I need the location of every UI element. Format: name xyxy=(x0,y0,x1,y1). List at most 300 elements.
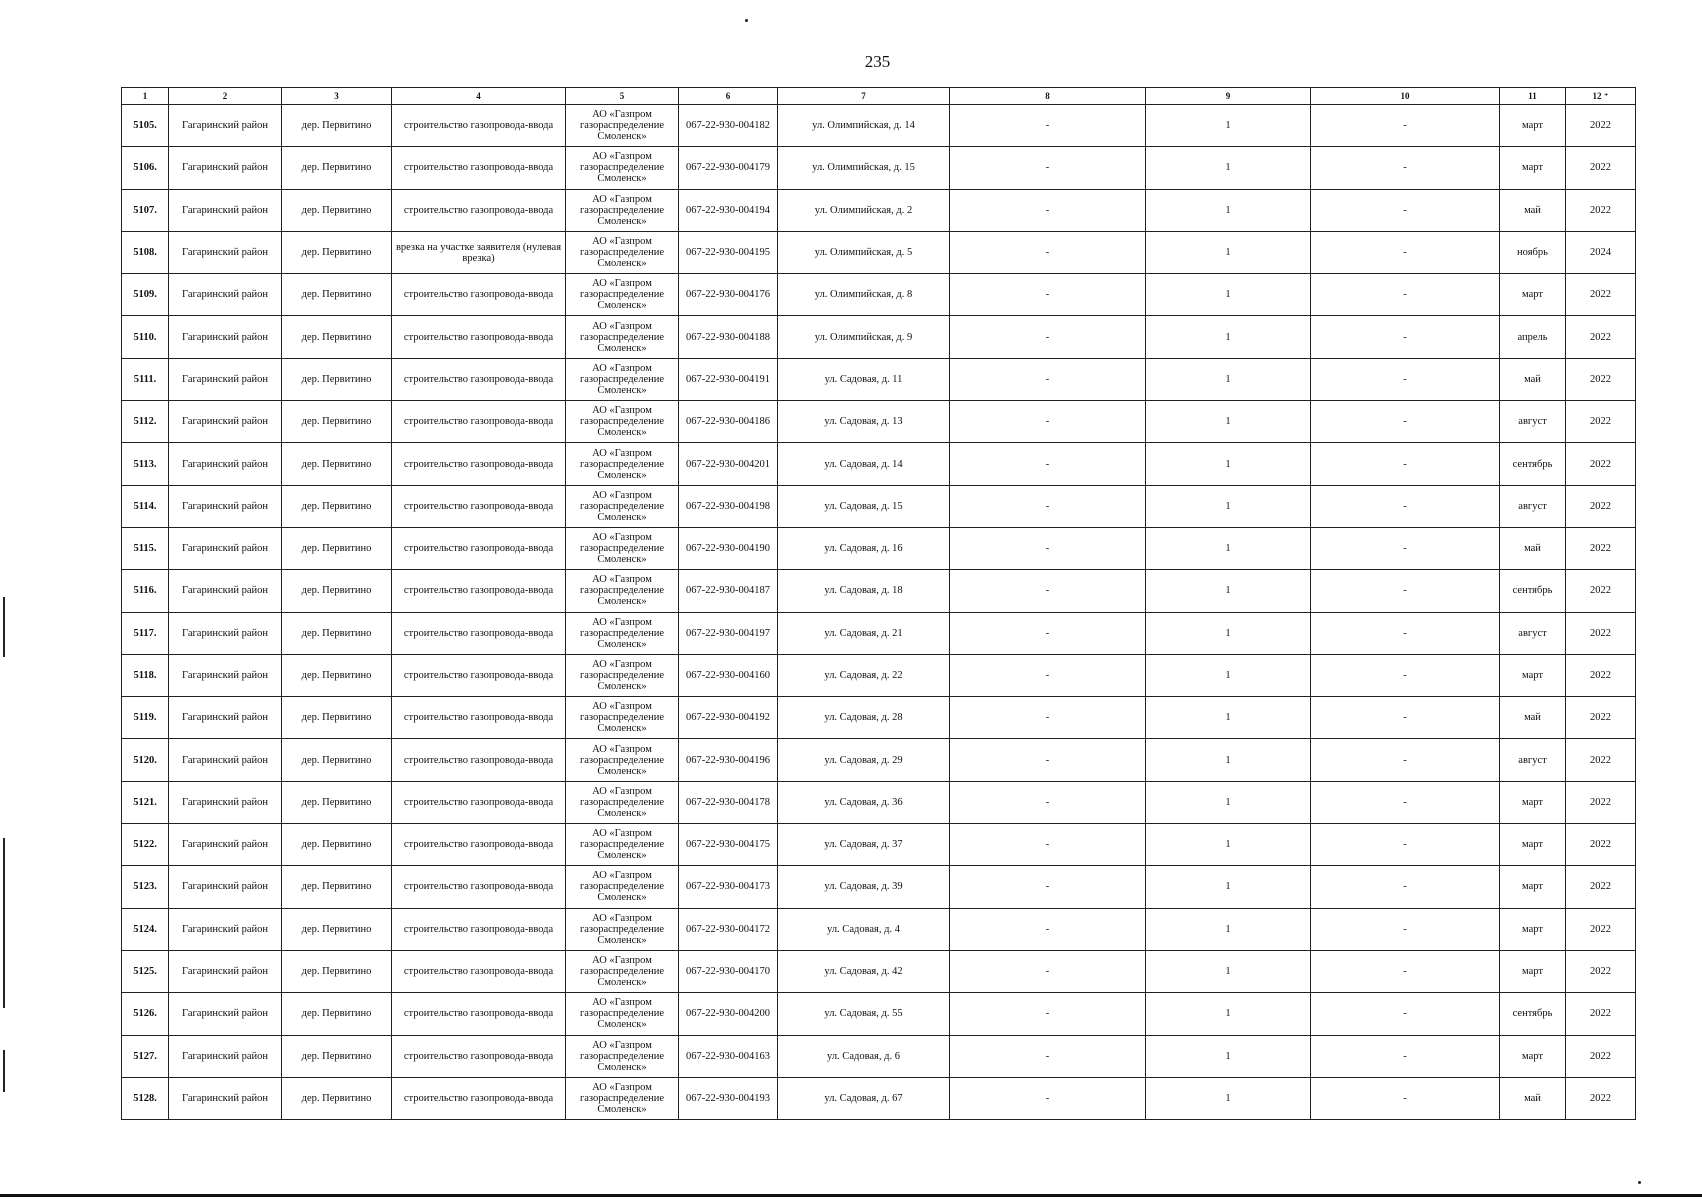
work-type-cell: строительство газопровода-ввода xyxy=(392,274,566,316)
locality-cell: дер. Первитино xyxy=(282,358,392,400)
organization-cell: АО «Газпром газораспределение Смоленск» xyxy=(566,1035,679,1077)
column-9-cell: 1 xyxy=(1146,485,1311,527)
locality-cell: дер. Первитино xyxy=(282,654,392,696)
application-code-cell: 067-22-930-004197 xyxy=(679,612,778,654)
column-header: 5 xyxy=(566,88,679,105)
address-cell: ул. Садовая, д. 15 xyxy=(778,485,950,527)
row-number: 5112. xyxy=(122,401,169,443)
month-cell: март xyxy=(1500,824,1566,866)
month-cell: март xyxy=(1500,147,1566,189)
month-cell: апрель xyxy=(1500,316,1566,358)
table-row xyxy=(122,697,1636,739)
year-cell: 2022 xyxy=(1566,824,1636,866)
column-10-cell: - xyxy=(1311,993,1500,1035)
year-cell: 2022 xyxy=(1566,105,1636,147)
column-9-cell: 1 xyxy=(1146,316,1311,358)
locality-cell: дер. Первитино xyxy=(282,443,392,485)
column-10-cell: - xyxy=(1311,824,1500,866)
district-cell: Гагаринский район xyxy=(169,866,282,908)
month-cell: сентябрь xyxy=(1500,443,1566,485)
district-cell: Гагаринский район xyxy=(169,527,282,569)
work-type-cell: строительство газопровода-ввода xyxy=(392,866,566,908)
column-9-cell: 1 xyxy=(1146,443,1311,485)
scan-margin-mark xyxy=(3,597,5,657)
district-cell: Гагаринский район xyxy=(169,908,282,950)
work-type-cell: строительство газопровода-ввода xyxy=(392,950,566,992)
address-cell: ул. Садовая, д. 4 xyxy=(778,908,950,950)
year-cell: 2022 xyxy=(1566,950,1636,992)
column-header: 9 xyxy=(1146,88,1311,105)
works-table xyxy=(121,87,1636,1120)
organization-cell: АО «Газпром газораспределение Смоленск» xyxy=(566,866,679,908)
application-code-cell: 067-22-930-004198 xyxy=(679,485,778,527)
work-type-cell: строительство газопровода-ввода xyxy=(392,485,566,527)
year-cell: 2022 xyxy=(1566,147,1636,189)
column-9-cell: 1 xyxy=(1146,231,1311,273)
work-type-cell: строительство газопровода-ввода xyxy=(392,781,566,823)
organization-cell: АО «Газпром газораспределение Смоленск» xyxy=(566,274,679,316)
year-cell: 2022 xyxy=(1566,612,1636,654)
locality-cell: дер. Первитино xyxy=(282,908,392,950)
application-code-cell: 067-22-930-004195 xyxy=(679,231,778,273)
column-9-cell: 1 xyxy=(1146,739,1311,781)
column-10-cell: - xyxy=(1311,189,1500,231)
work-type-cell: строительство газопровода-ввода xyxy=(392,824,566,866)
district-cell: Гагаринский район xyxy=(169,105,282,147)
address-cell: ул. Олимпийская, д. 2 xyxy=(778,189,950,231)
locality-cell: дер. Первитино xyxy=(282,697,392,739)
work-type-cell: строительство газопровода-ввода xyxy=(392,527,566,569)
table-row xyxy=(122,401,1636,443)
address-cell: ул. Олимпийская, д. 8 xyxy=(778,274,950,316)
row-number: 5119. xyxy=(122,697,169,739)
row-number: 5114. xyxy=(122,485,169,527)
column-9-cell: 1 xyxy=(1146,1077,1311,1119)
year-cell: 2022 xyxy=(1566,316,1636,358)
column-10-cell: - xyxy=(1311,105,1500,147)
month-cell: август xyxy=(1500,401,1566,443)
address-cell: ул. Олимпийская, д. 15 xyxy=(778,147,950,189)
column-header: 6 xyxy=(679,88,778,105)
month-cell: март xyxy=(1500,781,1566,823)
year-cell: 2022 xyxy=(1566,274,1636,316)
application-code-cell: 067-22-930-004176 xyxy=(679,274,778,316)
organization-cell: АО «Газпром газораспределение Смоленск» xyxy=(566,739,679,781)
organization-cell: АО «Газпром газораспределение Смоленск» xyxy=(566,570,679,612)
work-type-cell: строительство газопровода-ввода xyxy=(392,443,566,485)
column-9-cell: 1 xyxy=(1146,147,1311,189)
column-8-cell: - xyxy=(950,654,1146,696)
locality-cell: дер. Первитино xyxy=(282,147,392,189)
column-8-cell: - xyxy=(950,189,1146,231)
column-9-cell: 1 xyxy=(1146,570,1311,612)
column-10-cell: - xyxy=(1311,443,1500,485)
district-cell: Гагаринский район xyxy=(169,316,282,358)
column-10-cell: - xyxy=(1311,527,1500,569)
column-8-cell: - xyxy=(950,824,1146,866)
bottom-rule xyxy=(0,1194,1702,1197)
table-row xyxy=(122,485,1636,527)
table-row xyxy=(122,527,1636,569)
application-code-cell: 067-22-930-004192 xyxy=(679,697,778,739)
address-cell: ул. Садовая, д. 18 xyxy=(778,570,950,612)
row-number: 5107. xyxy=(122,189,169,231)
locality-cell: дер. Первитино xyxy=(282,527,392,569)
column-9-cell: 1 xyxy=(1146,781,1311,823)
column-9-cell: 1 xyxy=(1146,866,1311,908)
application-code-cell: 067-22-930-004190 xyxy=(679,527,778,569)
address-cell: ул. Садовая, д. 21 xyxy=(778,612,950,654)
row-number: 5117. xyxy=(122,612,169,654)
row-number: 5105. xyxy=(122,105,169,147)
table-row xyxy=(122,993,1636,1035)
district-cell: Гагаринский район xyxy=(169,231,282,273)
organization-cell: АО «Газпром газораспределение Смоленск» xyxy=(566,697,679,739)
locality-cell: дер. Первитино xyxy=(282,105,392,147)
address-cell: ул. Садовая, д. 67 xyxy=(778,1077,950,1119)
organization-cell: АО «Газпром газораспределение Смоленск» xyxy=(566,105,679,147)
district-cell: Гагаринский район xyxy=(169,950,282,992)
application-code-cell: 067-22-930-004175 xyxy=(679,824,778,866)
column-9-cell: 1 xyxy=(1146,654,1311,696)
locality-cell: дер. Первитино xyxy=(282,781,392,823)
organization-cell: АО «Газпром газораспределение Смоленск» xyxy=(566,824,679,866)
address-cell: ул. Садовая, д. 36 xyxy=(778,781,950,823)
table-row xyxy=(122,1035,1636,1077)
month-cell: май xyxy=(1500,358,1566,400)
address-cell: ул. Садовая, д. 39 xyxy=(778,866,950,908)
locality-cell: дер. Первитино xyxy=(282,993,392,1035)
column-10-cell: - xyxy=(1311,401,1500,443)
column-8-cell: - xyxy=(950,781,1146,823)
address-cell: ул. Садовая, д. 16 xyxy=(778,527,950,569)
column-header: 7 xyxy=(778,88,950,105)
work-type-cell: строительство газопровода-ввода xyxy=(392,654,566,696)
work-type-cell: строительство газопровода-ввода xyxy=(392,316,566,358)
address-cell: ул. Олимпийская, д. 14 xyxy=(778,105,950,147)
column-10-cell: - xyxy=(1311,358,1500,400)
row-number: 5113. xyxy=(122,443,169,485)
year-cell: 2022 xyxy=(1566,443,1636,485)
row-number: 5106. xyxy=(122,147,169,189)
locality-cell: дер. Первитино xyxy=(282,401,392,443)
column-8-cell: - xyxy=(950,443,1146,485)
column-header: 8 xyxy=(950,88,1146,105)
table-row xyxy=(122,824,1636,866)
organization-cell: АО «Газпром газораспределение Смоленск» xyxy=(566,612,679,654)
organization-cell: АО «Газпром газораспределение Смоленск» xyxy=(566,485,679,527)
row-number: 5110. xyxy=(122,316,169,358)
year-cell: 2022 xyxy=(1566,739,1636,781)
month-cell: март xyxy=(1500,950,1566,992)
column-9-cell: 1 xyxy=(1146,189,1311,231)
application-code-cell: 067-22-930-004178 xyxy=(679,781,778,823)
column-10-cell: - xyxy=(1311,274,1500,316)
address-cell: ул. Садовая, д. 13 xyxy=(778,401,950,443)
month-cell: август xyxy=(1500,739,1566,781)
column-8-cell: - xyxy=(950,274,1146,316)
column-8-cell: - xyxy=(950,527,1146,569)
month-cell: май xyxy=(1500,1077,1566,1119)
district-cell: Гагаринский район xyxy=(169,147,282,189)
work-type-cell: строительство газопровода-ввода xyxy=(392,570,566,612)
application-code-cell: 067-22-930-004196 xyxy=(679,739,778,781)
address-cell: ул. Садовая, д. 37 xyxy=(778,824,950,866)
application-code-cell: 067-22-930-004186 xyxy=(679,401,778,443)
column-8-cell: - xyxy=(950,950,1146,992)
column-8-cell: - xyxy=(950,866,1146,908)
column-10-cell: - xyxy=(1311,147,1500,189)
column-8-cell: - xyxy=(950,993,1146,1035)
address-cell: ул. Олимпийская, д. 5 xyxy=(778,231,950,273)
work-type-cell: строительство газопровода-ввода xyxy=(392,908,566,950)
locality-cell: дер. Первитино xyxy=(282,189,392,231)
column-9-cell: 1 xyxy=(1146,401,1311,443)
year-cell: 2022 xyxy=(1566,654,1636,696)
scan-margin-mark xyxy=(3,838,5,1008)
address-cell: ул. Садовая, д. 22 xyxy=(778,654,950,696)
row-number: 5125. xyxy=(122,950,169,992)
column-header: 2 xyxy=(169,88,282,105)
row-number: 5115. xyxy=(122,527,169,569)
column-header: 1 xyxy=(122,88,169,105)
organization-cell: АО «Газпром газораспределение Смоленск» xyxy=(566,189,679,231)
work-type-cell: строительство газопровода-ввода xyxy=(392,739,566,781)
column-10-cell: - xyxy=(1311,908,1500,950)
year-cell: 2022 xyxy=(1566,908,1636,950)
organization-cell: АО «Газпром газораспределение Смоленск» xyxy=(566,443,679,485)
organization-cell: АО «Газпром газораспределение Смоленск» xyxy=(566,527,679,569)
year-cell: 2024 xyxy=(1566,231,1636,273)
year-cell: 2022 xyxy=(1566,527,1636,569)
organization-cell: АО «Газпром газораспределение Смоленск» xyxy=(566,654,679,696)
row-number: 5109. xyxy=(122,274,169,316)
locality-cell: дер. Первитино xyxy=(282,866,392,908)
month-cell: март xyxy=(1500,866,1566,908)
organization-cell: АО «Газпром газораспределение Смоленск» xyxy=(566,1077,679,1119)
address-cell: ул. Садовая, д. 55 xyxy=(778,993,950,1035)
organization-cell: АО «Газпром газораспределение Смоленск» xyxy=(566,908,679,950)
column-9-cell: 1 xyxy=(1146,824,1311,866)
month-cell: март xyxy=(1500,908,1566,950)
column-10-cell: - xyxy=(1311,1077,1500,1119)
application-code-cell: 067-22-930-004160 xyxy=(679,654,778,696)
organization-cell: АО «Газпром газораспределение Смоленск» xyxy=(566,316,679,358)
column-8-cell: - xyxy=(950,105,1146,147)
work-type-cell: строительство газопровода-ввода xyxy=(392,358,566,400)
column-9-cell: 1 xyxy=(1146,950,1311,992)
table-row xyxy=(122,1077,1636,1119)
column-9-cell: 1 xyxy=(1146,908,1311,950)
table-body xyxy=(122,105,1636,1120)
locality-cell: дер. Первитино xyxy=(282,231,392,273)
column-8-cell: - xyxy=(950,147,1146,189)
row-number: 5120. xyxy=(122,739,169,781)
work-type-cell: строительство газопровода-ввода xyxy=(392,189,566,231)
district-cell: Гагаринский район xyxy=(169,189,282,231)
column-10-cell: - xyxy=(1311,316,1500,358)
column-10-cell: - xyxy=(1311,231,1500,273)
locality-cell: дер. Первитино xyxy=(282,612,392,654)
column-10-cell: - xyxy=(1311,570,1500,612)
application-code-cell: 067-22-930-004182 xyxy=(679,105,778,147)
year-cell: 2022 xyxy=(1566,781,1636,823)
year-cell: 2022 xyxy=(1566,570,1636,612)
work-type-cell: строительство газопровода-ввода xyxy=(392,993,566,1035)
application-code-cell: 067-22-930-004173 xyxy=(679,866,778,908)
month-cell: май xyxy=(1500,527,1566,569)
table-row xyxy=(122,612,1636,654)
row-number: 5108. xyxy=(122,231,169,273)
table-row xyxy=(122,443,1636,485)
address-cell: ул. Олимпийская, д. 9 xyxy=(778,316,950,358)
table-row xyxy=(122,654,1636,696)
year-cell: 2022 xyxy=(1566,485,1636,527)
column-9-cell: 1 xyxy=(1146,527,1311,569)
address-cell: ул. Садовая, д. 29 xyxy=(778,739,950,781)
application-code-cell: 067-22-930-004191 xyxy=(679,358,778,400)
district-cell: Гагаринский район xyxy=(169,570,282,612)
month-cell: ноябрь xyxy=(1500,231,1566,273)
month-cell: март xyxy=(1500,274,1566,316)
table-row xyxy=(122,316,1636,358)
column-10-cell: - xyxy=(1311,697,1500,739)
row-number: 5128. xyxy=(122,1077,169,1119)
organization-cell: АО «Газпром газораспределение Смоленск» xyxy=(566,401,679,443)
locality-cell: дер. Первитино xyxy=(282,1035,392,1077)
row-number: 5118. xyxy=(122,654,169,696)
year-cell: 2022 xyxy=(1566,1035,1636,1077)
locality-cell: дер. Первитино xyxy=(282,316,392,358)
district-cell: Гагаринский район xyxy=(169,1035,282,1077)
column-8-cell: - xyxy=(950,316,1146,358)
table-row xyxy=(122,866,1636,908)
locality-cell: дер. Первитино xyxy=(282,274,392,316)
month-cell: май xyxy=(1500,697,1566,739)
month-cell: сентябрь xyxy=(1500,993,1566,1035)
table-row xyxy=(122,147,1636,189)
organization-cell: АО «Газпром газораспределение Смоленск» xyxy=(566,147,679,189)
month-cell: март xyxy=(1500,1035,1566,1077)
scan-speck xyxy=(745,19,748,22)
row-number: 5111. xyxy=(122,358,169,400)
application-code-cell: 067-22-930-004163 xyxy=(679,1035,778,1077)
year-cell: 2022 xyxy=(1566,866,1636,908)
work-type-cell: строительство газопровода-ввода xyxy=(392,1077,566,1119)
column-10-cell: - xyxy=(1311,654,1500,696)
month-cell: март xyxy=(1500,105,1566,147)
year-cell: 2022 xyxy=(1566,189,1636,231)
district-cell: Гагаринский район xyxy=(169,697,282,739)
row-number: 5127. xyxy=(122,1035,169,1077)
column-8-cell: - xyxy=(950,570,1146,612)
locality-cell: дер. Первитино xyxy=(282,739,392,781)
year-cell: 2022 xyxy=(1566,401,1636,443)
work-type-cell: строительство газопровода-ввода xyxy=(392,105,566,147)
organization-cell: АО «Газпром газораспределение Смоленск» xyxy=(566,358,679,400)
column-10-cell: - xyxy=(1311,781,1500,823)
column-header: 3 xyxy=(282,88,392,105)
work-type-cell: строительство газопровода-ввода xyxy=(392,1035,566,1077)
table-row xyxy=(122,274,1636,316)
column-9-cell: 1 xyxy=(1146,993,1311,1035)
column-8-cell: - xyxy=(950,908,1146,950)
row-number: 5116. xyxy=(122,570,169,612)
work-type-cell: строительство газопровода-ввода xyxy=(392,697,566,739)
row-number: 5122. xyxy=(122,824,169,866)
table-row xyxy=(122,739,1636,781)
address-cell: ул. Садовая, д. 42 xyxy=(778,950,950,992)
column-8-cell: - xyxy=(950,612,1146,654)
district-cell: Гагаринский район xyxy=(169,739,282,781)
application-code-cell: 067-22-930-004193 xyxy=(679,1077,778,1119)
column-9-cell: 1 xyxy=(1146,697,1311,739)
column-8-cell: - xyxy=(950,1077,1146,1119)
locality-cell: дер. Первитино xyxy=(282,570,392,612)
address-cell: ул. Садовая, д. 28 xyxy=(778,697,950,739)
organization-cell: АО «Газпром газораспределение Смоленск» xyxy=(566,231,679,273)
locality-cell: дер. Первитино xyxy=(282,1077,392,1119)
year-cell: 2022 xyxy=(1566,1077,1636,1119)
column-9-cell: 1 xyxy=(1146,1035,1311,1077)
table-row xyxy=(122,358,1636,400)
column-8-cell: - xyxy=(950,485,1146,527)
month-cell: март xyxy=(1500,654,1566,696)
column-8-cell: - xyxy=(950,231,1146,273)
row-number: 5126. xyxy=(122,993,169,1035)
row-number: 5121. xyxy=(122,781,169,823)
column-9-cell: 1 xyxy=(1146,105,1311,147)
column-10-cell: - xyxy=(1311,1035,1500,1077)
application-code-cell: 067-22-930-004179 xyxy=(679,147,778,189)
district-cell: Гагаринский район xyxy=(169,274,282,316)
district-cell: Гагаринский район xyxy=(169,1077,282,1119)
year-cell: 2022 xyxy=(1566,993,1636,1035)
address-cell: ул. Садовая, д. 11 xyxy=(778,358,950,400)
application-code-cell: 067-22-930-004188 xyxy=(679,316,778,358)
district-cell: Гагаринский район xyxy=(169,612,282,654)
year-cell: 2022 xyxy=(1566,697,1636,739)
page-number: 235 xyxy=(864,52,891,71)
district-cell: Гагаринский район xyxy=(169,781,282,823)
column-header: 10 xyxy=(1311,88,1500,105)
work-type-cell: врезка на участке заявителя (нулевая врезка) xyxy=(392,231,566,273)
work-type-cell: строительство газопровода-ввода xyxy=(392,147,566,189)
address-cell: ул. Садовая, д. 14 xyxy=(778,443,950,485)
district-cell: Гагаринский район xyxy=(169,993,282,1035)
locality-cell: дер. Первитино xyxy=(282,824,392,866)
column-8-cell: - xyxy=(950,401,1146,443)
table-row xyxy=(122,231,1636,273)
column-header: 12 ⁺ xyxy=(1566,88,1636,105)
column-10-cell: - xyxy=(1311,612,1500,654)
organization-cell: АО «Газпром газораспределение Смоленск» xyxy=(566,950,679,992)
column-10-cell: - xyxy=(1311,485,1500,527)
locality-cell: дер. Первитино xyxy=(282,950,392,992)
scan-speck xyxy=(1638,1181,1641,1184)
column-9-cell: 1 xyxy=(1146,274,1311,316)
column-8-cell: - xyxy=(950,697,1146,739)
application-code-cell: 067-22-930-004201 xyxy=(679,443,778,485)
month-cell: май xyxy=(1500,189,1566,231)
locality-cell: дер. Первитино xyxy=(282,485,392,527)
table-row xyxy=(122,570,1636,612)
column-10-cell: - xyxy=(1311,866,1500,908)
application-code-cell: 067-22-930-004200 xyxy=(679,993,778,1035)
work-type-cell: строительство газопровода-ввода xyxy=(392,612,566,654)
column-9-cell: 1 xyxy=(1146,612,1311,654)
column-8-cell: - xyxy=(950,739,1146,781)
